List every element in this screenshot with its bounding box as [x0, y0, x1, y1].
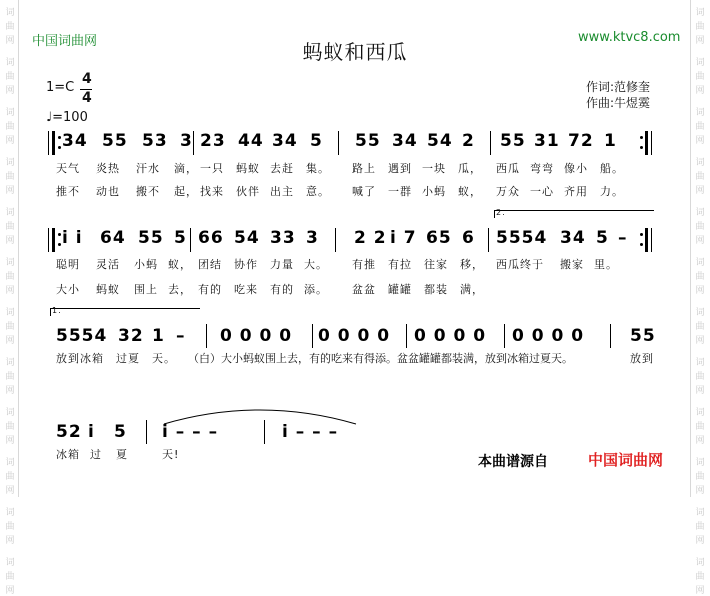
watermark-char: 词 [695, 108, 705, 118]
note-group: 2 2 [354, 228, 387, 248]
note-group: 66 [198, 228, 224, 248]
lyric: 出主 [270, 185, 294, 198]
watermark-char: 词 [695, 158, 705, 168]
note-group: 2 [462, 131, 475, 151]
site-name-left: 中国词曲网 [32, 34, 98, 49]
note-group: 54 [234, 228, 260, 248]
source-site[interactable]: 中国词曲网 [588, 451, 664, 469]
watermark-char: 网 [695, 286, 705, 296]
lyric: 夏 [116, 448, 128, 461]
watermark-char: 网 [5, 136, 15, 146]
watermark-char: 词 [695, 258, 705, 268]
lyric: 滴， [174, 162, 198, 175]
watermark-char: 网 [695, 536, 705, 546]
lyric: 蚂蚁 [96, 283, 120, 296]
watermark-char: 网 [5, 436, 15, 446]
watermark-char: 词 [5, 458, 15, 468]
lyric: 船。 [600, 162, 624, 175]
lyric: 灵活 [96, 258, 120, 271]
lyric: 小蚂 [422, 185, 446, 198]
song-title: 蚂蚁和西瓜 [302, 40, 408, 64]
lyric: 有的 [270, 283, 294, 296]
quarter-note-icon: ♩ [46, 110, 53, 125]
note-group: 34 [560, 228, 586, 248]
lyric: 盆盆 [352, 283, 376, 296]
lyric: 一群 [388, 185, 412, 198]
watermark-right [692, 0, 708, 596]
watermark-char: 网 [5, 36, 15, 46]
watermark-char: 曲 [695, 422, 705, 432]
watermark-char: 曲 [5, 122, 15, 132]
lyric: 推不 [56, 185, 80, 198]
watermark-char: 网 [695, 236, 705, 246]
watermark-char: 网 [5, 186, 15, 196]
note-group: i 7 [390, 228, 417, 248]
watermark-char: 曲 [695, 72, 705, 82]
watermark-char: 网 [5, 386, 15, 396]
watermark-char: 网 [5, 486, 15, 496]
lyric: 力。 [600, 185, 624, 198]
watermark-char: 曲 [5, 372, 15, 382]
watermark-char: 曲 [695, 522, 705, 532]
tempo-value: =100 [52, 110, 88, 125]
lyric: 像小 [564, 162, 588, 175]
watermark-char: 词 [695, 558, 705, 568]
note-group: 31 [534, 131, 560, 151]
watermark-char: 曲 [695, 322, 705, 332]
volta-2: 2. [496, 208, 506, 217]
watermark-char: 词 [695, 308, 705, 318]
watermark-char: 词 [5, 58, 15, 68]
lyric: 围上 [134, 283, 158, 296]
watermark-char: 曲 [5, 572, 15, 582]
watermark-char: 曲 [695, 122, 705, 132]
watermark-char: 曲 [695, 372, 705, 382]
lyric: 一只 [200, 162, 224, 175]
note-group: 0 0 0 0 [318, 326, 391, 346]
lyric: 万众 [496, 185, 520, 198]
site-url-right: www.ktvc8.com [578, 30, 681, 45]
watermark-char: 网 [5, 236, 15, 246]
note-group: 65 [426, 228, 452, 248]
note-group: 54 [427, 131, 453, 151]
note-group: 6 [462, 228, 475, 248]
lyric: 移， [460, 258, 484, 271]
watermark-char: 曲 [5, 522, 15, 532]
lyric: 集。 [306, 162, 330, 175]
watermark-char: 网 [5, 336, 15, 346]
note-group: i – – – [162, 422, 219, 442]
watermark-char: 曲 [695, 172, 705, 182]
lyric: 搬不 [136, 185, 160, 198]
watermark-char: 词 [5, 258, 15, 268]
lyric: 力量 [270, 258, 294, 271]
note-group: – [176, 326, 186, 346]
lyric: 吃来 [234, 283, 258, 296]
key-signature: 1=C [46, 80, 75, 95]
time-signature-bottom: 4 [82, 90, 92, 106]
volta-1: 1. [52, 306, 62, 315]
lyric: 遇到 [388, 162, 412, 175]
note-group: 5 [174, 228, 187, 248]
lyric: 汗水 [136, 162, 160, 175]
lyric: 大小 [56, 283, 80, 296]
lyric: 蚁， [458, 185, 482, 198]
watermark-char: 词 [695, 208, 705, 218]
note-group: 0 0 0 0 [512, 326, 585, 346]
lyric: 过 [90, 448, 102, 461]
watermark-char: 词 [695, 408, 705, 418]
lyric: 放到 [630, 352, 654, 365]
lyric: 路上 [352, 162, 376, 175]
watermark-char: 网 [695, 136, 705, 146]
watermark-char: 网 [695, 336, 705, 346]
note-group: 5 [310, 131, 323, 151]
watermark-char: 词 [695, 458, 705, 468]
lyric: 添。 [304, 283, 328, 296]
lyric: 有推 [352, 258, 376, 271]
lyric: 大。 [304, 258, 328, 271]
note-group: 3 [306, 228, 319, 248]
watermark-char: 词 [5, 408, 15, 418]
watermark-char: 网 [5, 586, 15, 596]
lyric: 天气 [56, 162, 80, 175]
note-group: i [88, 422, 95, 442]
note-group: 23 [200, 131, 226, 151]
lyric: 聪明 [56, 258, 80, 271]
lyric: 去， [168, 283, 192, 296]
lyric: 动也 [96, 185, 120, 198]
watermark-char: 词 [695, 358, 705, 368]
lyric: 找来 [200, 185, 224, 198]
lyric: 喊了 [352, 185, 376, 198]
lyric: 罐罐 [388, 283, 412, 296]
lyric: 一块 [422, 162, 446, 175]
source-label: 本曲谱源自 [478, 454, 548, 470]
watermark-char: 词 [5, 508, 15, 518]
lyric: 有拉 [388, 258, 412, 271]
watermark-char: 曲 [5, 172, 15, 182]
lyric: 里。 [594, 258, 618, 271]
lyric: 天。 [152, 352, 176, 365]
note-group: 5 [596, 228, 609, 248]
lyric-spoken: （白）大小蚂蚁围上去，有的吃来有得添。盆盆罐罐都装满，放到冰箱过夏天。 [188, 352, 573, 365]
watermark-char: 网 [5, 86, 15, 96]
lyric: 都装 [424, 283, 448, 296]
lyric: 伙伴 [236, 185, 260, 198]
note-group: 72 [568, 131, 594, 151]
watermark-char: 网 [695, 586, 705, 596]
note-group: 34 [272, 131, 298, 151]
watermark-char: 网 [695, 486, 705, 496]
note-group: 55 [500, 131, 526, 151]
watermark-char: 曲 [5, 272, 15, 282]
note-group: 5554 [496, 228, 548, 248]
note-group: 53 [142, 131, 168, 151]
note-group: 44 [238, 131, 264, 151]
watermark-char: 词 [695, 8, 705, 18]
lyric: 满， [460, 283, 484, 296]
watermark-char: 词 [695, 58, 705, 68]
lyric: 意。 [306, 185, 330, 198]
note-group: i – – – [282, 422, 339, 442]
watermark-char: 词 [5, 308, 15, 318]
lyric: 放到冰箱 [56, 352, 104, 365]
lyricist: 作词:范修奎 [586, 80, 651, 94]
note-group: – [618, 228, 628, 248]
lyric: 西瓜终于 [496, 258, 544, 271]
lyric: 齐用 [564, 185, 588, 198]
composer: 作曲:牛煜霙 [586, 96, 651, 110]
watermark-char: 曲 [5, 422, 15, 432]
lyric: 西瓜 [496, 162, 520, 175]
watermark-char: 曲 [5, 222, 15, 232]
lyric: 协作 [234, 258, 258, 271]
watermark-char: 词 [5, 358, 15, 368]
watermark-char: 曲 [5, 472, 15, 482]
watermark-char: 曲 [5, 72, 15, 82]
note-group: 55 [102, 131, 128, 151]
lyric: 往家 [424, 258, 448, 271]
note-group: 5554 [56, 326, 108, 346]
watermark-char: 词 [5, 558, 15, 568]
watermark-char: 曲 [695, 222, 705, 232]
lyric: 搬家 [560, 258, 584, 271]
watermark-char: 曲 [695, 272, 705, 282]
lyric: 去赶 [270, 162, 294, 175]
watermark-char: 曲 [5, 22, 15, 32]
note-group: 33 [270, 228, 296, 248]
watermark-char: 网 [5, 286, 15, 296]
note-group: 5 [114, 422, 127, 442]
watermark-char: 曲 [5, 322, 15, 332]
lyric: 炎热 [96, 162, 120, 175]
watermark-char: 网 [695, 36, 705, 46]
note-group: 3 [180, 131, 193, 151]
watermark-char: 网 [695, 386, 705, 396]
lyric: 冰箱 [56, 448, 80, 461]
note-group: 55 [355, 131, 381, 151]
watermark-char: 曲 [695, 22, 705, 32]
note-group: 1 [152, 326, 165, 346]
lyric: 瓜， [458, 162, 482, 175]
watermark-char: 词 [5, 8, 15, 18]
note-group: 0 0 0 0 [220, 326, 293, 346]
watermark-left [2, 0, 18, 596]
watermark-char: 词 [5, 108, 15, 118]
lyric: 起， [174, 185, 198, 198]
note-group: 34 [392, 131, 418, 151]
note-group: 1 [604, 131, 617, 151]
watermark-char: 词 [695, 508, 705, 518]
watermark-char: 网 [5, 536, 15, 546]
watermark-char: 词 [5, 158, 15, 168]
watermark-char: 网 [695, 436, 705, 446]
watermark-char: 词 [5, 208, 15, 218]
note-group: 55 [630, 326, 656, 346]
lyric: 团结 [198, 258, 222, 271]
note-group: 32 [118, 326, 144, 346]
lyric: 一心 [530, 185, 554, 198]
watermark-char: 曲 [695, 572, 705, 582]
watermark-char: 网 [695, 186, 705, 196]
lyric: 蚁， [168, 258, 192, 271]
lyric: 过夏 [116, 352, 140, 365]
note-group: 64 [100, 228, 126, 248]
watermark-char: 网 [695, 86, 705, 96]
note-group: 55 [138, 228, 164, 248]
note-group: i i [62, 228, 83, 248]
lyric: 蚂蚁 [236, 162, 260, 175]
note-group: 0 0 0 0 [414, 326, 487, 346]
watermark-char: 曲 [695, 472, 705, 482]
lyric: 天! [162, 448, 180, 461]
note-group: 34 [62, 131, 88, 151]
lyric: 小蚂 [134, 258, 158, 271]
lyric: 弯弯 [530, 162, 554, 175]
note-group: 52 [56, 422, 82, 442]
lyric: 有的 [198, 283, 222, 296]
time-signature-top: 4 [82, 71, 92, 87]
tempo-marking [46, 110, 88, 125]
